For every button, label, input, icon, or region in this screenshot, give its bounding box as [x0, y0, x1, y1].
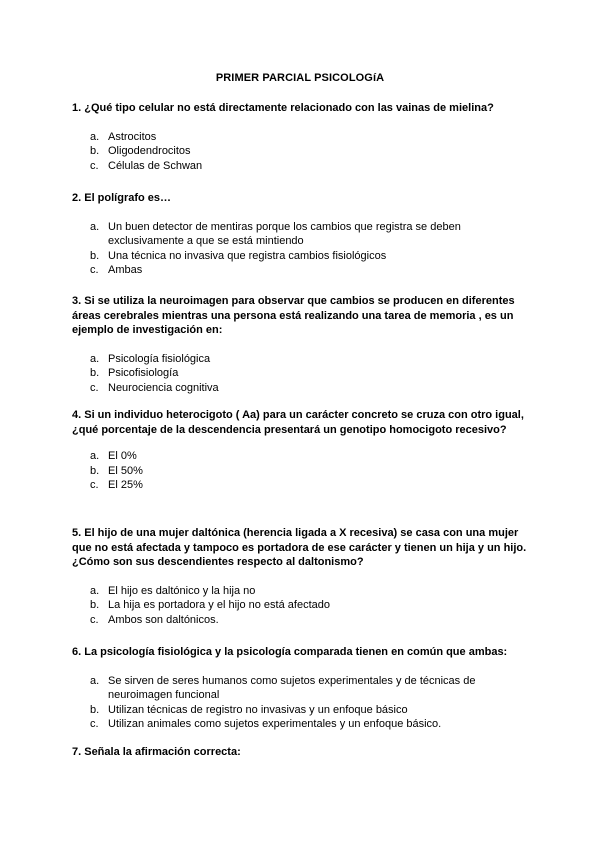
question-text: 5. El hijo de una mujer daltónica (herencia ligada a X recesiva) se casa con una mujer que no está afectada y tampoco es portadora de ese carácter y tienen un hija y un hijo. ¿Cómo son sus descendientes respecto al daltonismo?: [72, 527, 527, 568]
option-c: [72, 381, 532, 396]
question-text: 4. Si un individuo heterocigoto ( Aa) para un carácter concreto se cruza con otro igual, ¿qué porcentaje de la descendencia presentará un genotipo homocigoto recesivo?: [72, 409, 524, 436]
option-letter: a.: [90, 450, 100, 462]
option-letter: a.: [90, 584, 100, 597]
option-a: [72, 352, 532, 367]
option-letter: a.: [90, 674, 100, 687]
option-text: Utilizan técnicas de registro no invasivas y un enfoque básico: [108, 703, 408, 716]
option-letter: b.: [90, 703, 100, 716]
option-letter: c.: [90, 479, 99, 491]
options-list: [72, 220, 532, 278]
option-letter: c.: [90, 264, 99, 276]
option-letter: a.: [90, 352, 100, 365]
options-list: [72, 674, 532, 732]
option-letter: a.: [90, 220, 100, 233]
option-b: [72, 464, 532, 479]
option-text: Una técnica no invasiva que registra cambios fisiológicos: [108, 249, 387, 262]
options-list: [72, 352, 532, 396]
option-a: [72, 674, 532, 703]
option-text: Se sirven de seres humanos como sujetos experimentales y de técnicas de neuroimagen funcional: [108, 674, 476, 701]
option-a: [72, 584, 532, 599]
option-letter: a.: [90, 130, 100, 143]
option-letter: b.: [90, 249, 100, 262]
option-text: Psicología fisiológica: [108, 352, 211, 365]
option-text: Ambos son daltónicos.: [108, 613, 219, 626]
question-text: 1. ¿Qué tipo celular no está directamente relacionado con las vainas de mielina?: [72, 102, 494, 114]
options-list: [72, 584, 532, 628]
option-text: Oligodendrocitos: [108, 145, 191, 157]
option-c: [72, 159, 532, 174]
option-a: [72, 220, 532, 249]
option-text: El 0%: [108, 450, 137, 462]
option-text: Utilizan animales como sujetos experimentales y un enfoque básico.: [108, 718, 442, 730]
option-c: [72, 263, 532, 278]
option-b: [72, 144, 532, 159]
option-text: La hija es portadora y el hijo no está afectado: [108, 599, 330, 611]
question-1: [72, 101, 532, 173]
option-text: Células de Schwan: [108, 159, 203, 172]
option-letter: c.: [90, 381, 99, 394]
question-3: [72, 294, 532, 395]
option-text: Psicofisiología: [108, 367, 179, 379]
question-5: [72, 526, 532, 627]
option-text: Neurociencia cognitiva: [108, 381, 219, 394]
option-b: [72, 366, 532, 381]
question-text: 7. Señala la afirmación correcta:: [72, 746, 241, 758]
option-text: Ambas: [108, 264, 143, 276]
option-a: [72, 449, 532, 464]
option-letter: c.: [90, 159, 99, 172]
option-b: [72, 598, 532, 613]
option-b: [72, 249, 532, 264]
options-list: [72, 449, 532, 493]
option-letter: b.: [90, 464, 100, 477]
option-c: [72, 717, 532, 732]
question-text: 2. El polígrafo es…: [72, 192, 172, 204]
option-letter: b.: [90, 599, 100, 611]
question-6: [72, 645, 532, 732]
question-7: [72, 745, 532, 760]
option-c: [72, 613, 532, 628]
option-letter: c.: [90, 718, 99, 730]
question-2: [72, 191, 532, 278]
question-text: 3. Si se utiliza la neuroimagen para observar que cambios se producen en diferentes áreas cerebrales mientras una persona está realizando una tarea de memoria , es un ejemplo de investigación en:: [72, 295, 515, 336]
option-text: El 25%: [108, 479, 143, 491]
option-text: El hijo es daltónico y la hija no: [108, 584, 256, 597]
option-letter: b.: [90, 367, 100, 379]
option-c: [72, 478, 532, 493]
option-letter: c.: [90, 613, 99, 626]
option-b: [72, 703, 532, 718]
options-list: [72, 130, 532, 174]
option-text: Un buen detector de mentiras porque los cambios que registra se deben exclusivamente a que se está mintiendo: [108, 220, 461, 247]
option-text: Astrocitos: [108, 130, 157, 143]
option-a: [72, 130, 532, 145]
question-text: 6. La psicología fisiológica y la psicología comparada tienen en común que ambas:: [72, 646, 508, 658]
option-letter: b.: [90, 145, 100, 157]
question-4: [72, 408, 532, 493]
option-text: El 50%: [108, 464, 143, 477]
page-title: PRIMER PARCIAL PSICOLOGíA: [215, 72, 385, 84]
